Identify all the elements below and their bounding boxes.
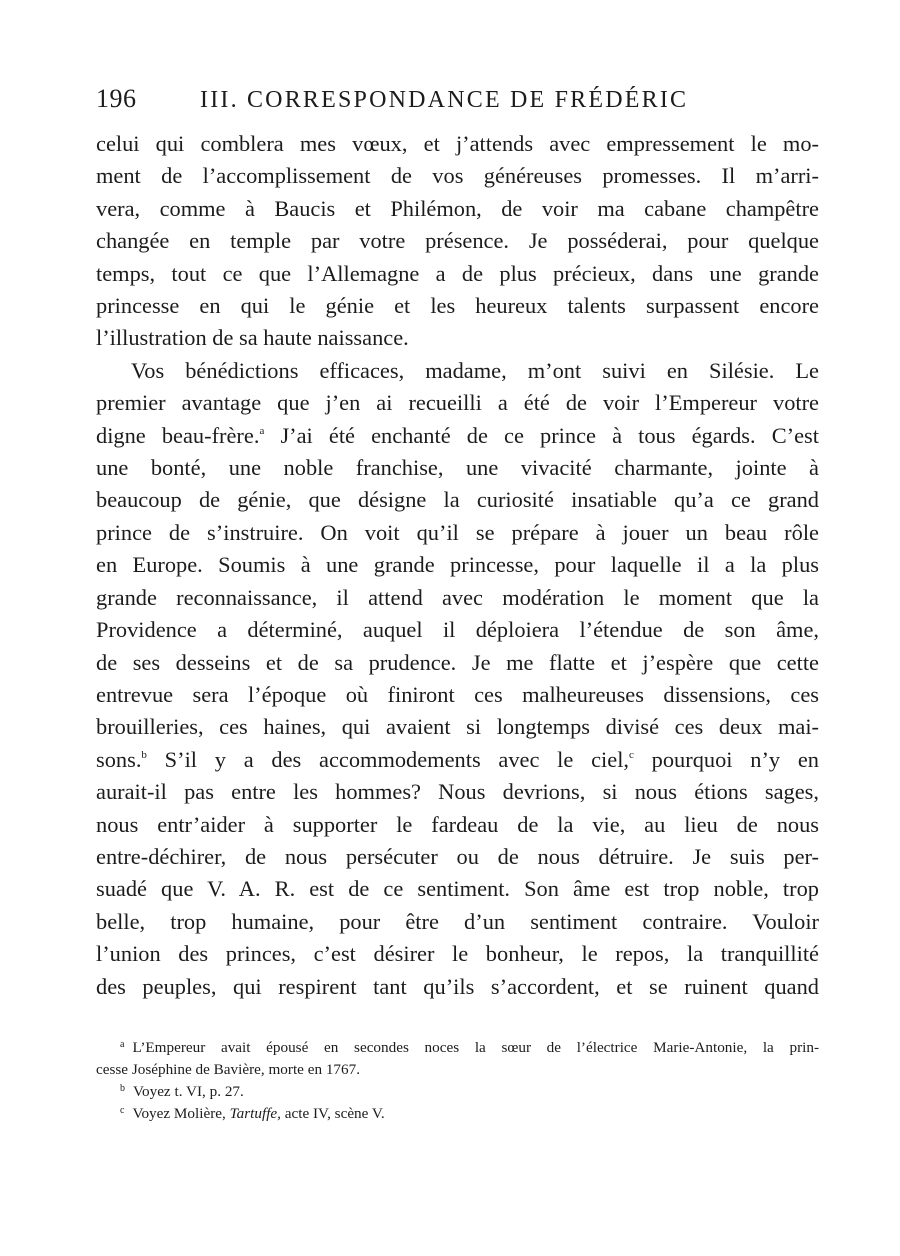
text-line: ment de l’accomplissement de vos généreuses promesses. Il m’arri-	[96, 163, 819, 189]
text-line: nous entr’aider à supporter le fardeau de la vie, au lieu de nous	[96, 811, 819, 837]
running-title: III. CORRESPONDANCE DE FRÉDÉRIC	[200, 87, 689, 113]
footnote-a	[96, 1037, 819, 1081]
body-text	[96, 128, 819, 1003]
footnotes	[96, 1037, 819, 1125]
text-line: vera, comme à Baucis et Philémon, de voir ma cabane champêtre	[96, 195, 819, 221]
footnote-line	[96, 1037, 819, 1059]
footnote-text: acte IV, scène V.	[280, 1104, 385, 1122]
footnote-line: cesse Joséphine de Bavière, morte en 1767.	[96, 1060, 361, 1078]
footnote-marker: a	[120, 1038, 125, 1050]
text-line: grande reconnaissance, il attend avec modération le moment que la	[96, 584, 819, 610]
work-title: Tartuffe,	[229, 1104, 281, 1122]
running-head	[96, 84, 819, 128]
footnote-ref-c[interactable]: c	[629, 748, 634, 761]
text-line: changée en temple par votre présence. Je posséderai, pour quelque	[96, 228, 819, 254]
text-line: de ses desseins et de sa prudence. Je me flatte et j’espère que cette	[96, 649, 819, 675]
text-line: belle, trop humaine, pour être d’un sentiment contraire. Vouloir	[96, 908, 819, 934]
line-segment: J’ai été enchanté de ce prince à tous égards. C’est	[264, 422, 819, 448]
text-line: en Europe. Soumis à une grande princesse, pour laquelle il a la plus	[96, 552, 819, 578]
line-segment: sons.	[96, 746, 142, 772]
page	[96, 84, 819, 1125]
text-line	[96, 420, 819, 452]
footnote-ref-a[interactable]: a	[259, 424, 265, 437]
line-segment: digne beau-frère.	[96, 422, 260, 448]
text-line: prince de s’instruire. On voit qu’il se prépare à jouer un beau rôle	[96, 519, 819, 545]
text-line: l’union des princes, c’est désirer le bonheur, le repos, la tranquillité	[96, 941, 819, 967]
footnote-line	[96, 1103, 819, 1125]
footnote-b	[96, 1081, 819, 1103]
footnote-text: Voyez Molière,	[132, 1104, 230, 1122]
text-line	[96, 744, 819, 776]
text-line: princesse en qui le génie et les heureux talents surpassent encore	[96, 293, 819, 319]
text-line: temps, tout ce que l’Allemagne a de plus précieux, dans une grande	[96, 260, 819, 286]
text-line: aurait-il pas entre les hommes? Nous devrions, si nous étions sages,	[96, 779, 819, 805]
text-line: entre-déchirer, de nous persécuter ou de nous détruire. Je suis per-	[96, 843, 819, 869]
footnote-text: L’Empereur avait épousé en secondes noces la sœur de l’électrice Marie-Antonie, la prin-	[132, 1038, 819, 1056]
footnote-marker: b	[120, 1082, 125, 1094]
footnote-marker: c	[120, 1104, 125, 1116]
paragraph-1	[96, 128, 819, 355]
text-line: premier avantage que j’en ai recueilli a été de voir l’Empereur votre	[96, 390, 819, 416]
text-line: suadé que V. A. R. est de ce sentiment. Son âme est trop noble, trop	[96, 876, 819, 902]
paragraph-2	[96, 355, 819, 1003]
footnote-c	[96, 1103, 819, 1125]
text-line: une bonté, une noble franchise, une vivacité charmante, jointe à	[96, 455, 819, 481]
text-line: beaucoup de génie, que désigne la curiosité insatiable qu’a ce grand	[96, 487, 819, 513]
line-segment: S’il y a des accommodements avec le ciel,	[146, 746, 630, 772]
footnote-line	[96, 1081, 819, 1103]
footnote-ref-b[interactable]: b	[141, 748, 147, 761]
text-line: des peuples, qui respirent tant qu’ils s’accordent, et se ruinent quand	[96, 973, 819, 999]
text-line: l’illustration de sa haute naissance.	[96, 325, 409, 351]
text-line: brouilleries, ces haines, qui avaient si longtemps divisé ces deux mai-	[96, 714, 819, 740]
text-line: Vos bénédictions efficaces, madame, m’ont suivi en Silésie. Le	[131, 357, 819, 383]
page-number: 196	[96, 84, 137, 113]
line-segment: pourquoi n’y en	[633, 746, 819, 772]
text-line: entrevue sera l’époque où finiront ces malheureuses dissensions, ces	[96, 681, 819, 707]
text-line: celui qui comblera mes vœux, et j’attends avec empressement le mo-	[96, 131, 819, 156]
text-line: Providence a déterminé, auquel il déploiera l’étendue de son âme,	[96, 617, 819, 643]
footnote-text: Voyez t. VI, p. 27.	[133, 1082, 244, 1100]
